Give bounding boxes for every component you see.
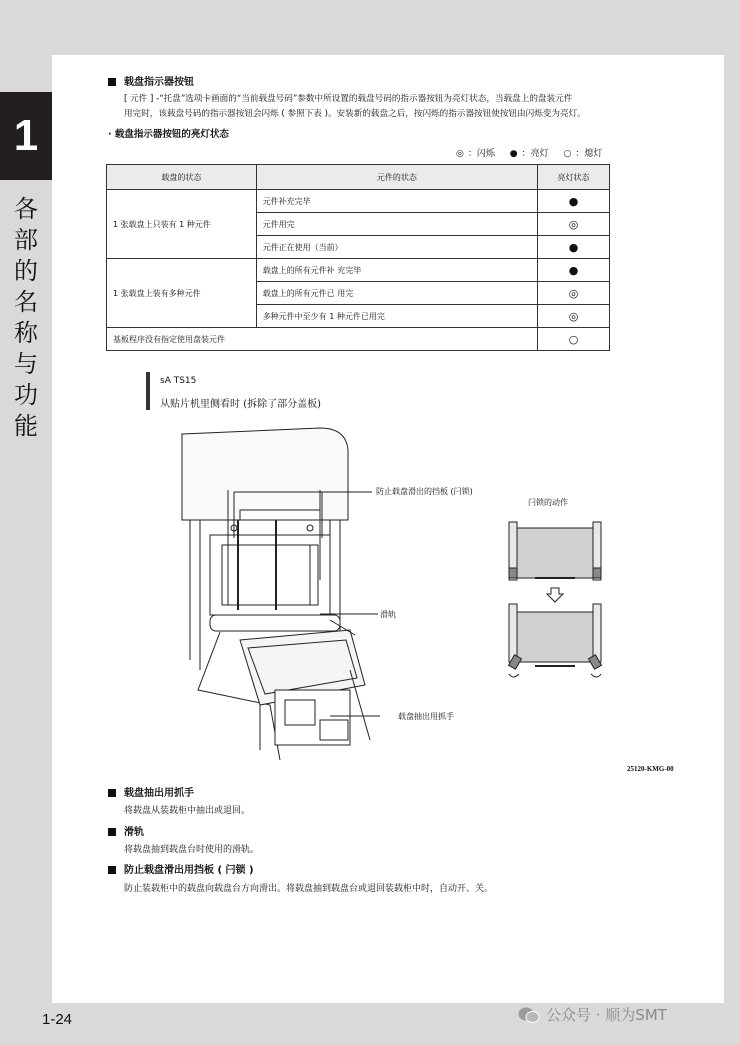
part-state-cell: 元件正在使用（当前） [256,236,537,259]
part-state-cell: 载盘上的所有元件已 用完 [256,282,537,305]
figure-model: sA TS15 [160,376,197,386]
light-state-cell: ◎ [538,282,610,305]
part-heading-latch: 防止载盘滑出用挡板 ( 闩锁 ) [108,861,254,876]
part-desc-latch: 防止装载柜中的载盘向载盘台方向滑出。将载盘抽到载盘台或退回装载柜中时，自动开、关。 [124,884,494,894]
latch-action-diagram [505,512,605,682]
section-body: [ 元件 ] -“托盘”选项卡画面的“当前载盘号码”参数中所设置的载盘号码的指示器按钮为亮灯状态，当载盘上的盘装元件 用完时，该载盘号码的指示器按钮会闪烁 ( 参照下表 )。安装新的载盘之后，按闪烁的指示器按钮使按钮由闪烁变为亮灯。 [124,94,586,119]
table-header: 元件的状态 [256,165,537,190]
part-state-cell: 元件用完 [256,213,537,236]
part-heading-rail: 滑轨 [108,823,144,838]
light-state-cell: ○ [538,328,610,351]
light-state-cell: ● [538,190,610,213]
indicator-status-table [106,164,610,351]
light-state-cell: ◎ [538,305,610,328]
section-subheading: · 载盘指示器按钮的亮灯状态 [108,129,229,140]
chapter-title: 各部的名称与功能 [14,195,38,440]
table-header-row [107,165,610,190]
table-row [107,259,610,282]
callout-stopper: 防止载盘滑出的挡板 (闩锁) [376,487,473,496]
part-desc-handle: 将载盘从装载柜中抽出或退回。 [124,806,251,816]
part-desc-rail: 将载盘抽到载盘台时使用的滑轨。 [124,845,260,855]
table-row [107,328,610,351]
table-row [107,190,610,213]
part-heading-handle: 载盘抽出用抓手 [108,784,194,799]
tray-state-cell: 1 张载盘上只装有 1 种元件 [107,190,257,259]
caption-bar [146,372,150,410]
light-state-cell: ● [538,259,610,282]
page-frame-top [0,0,740,55]
callout-lines [210,478,380,723]
page-number: 1-24 [42,1011,73,1028]
callout-handle: 载盘抽出用抓手 [398,712,454,721]
section-heading-indicator: 载盘指示器按钮 [108,73,194,88]
program-state-cell: 基板程序没有指定使用盘装元件 [107,328,538,351]
chapter-number: 1 [0,92,52,180]
figure-code: 25120-KMG-00 [627,765,674,773]
part-state-cell: 载盘上的所有元件补 充完毕 [256,259,537,282]
watermark [518,1004,667,1025]
part-state-cell: 元件补充完毕 [256,190,537,213]
table-header: 亮灯状态 [538,165,610,190]
tray-state-cell: 1 张载盘上装有多种元件 [107,259,257,328]
wechat-icon [518,1006,540,1024]
watermark-text: 公众号 · 顺为SMT [546,1006,667,1024]
part-state-cell: 多种元件中至少有 1 种元件已用完 [256,305,537,328]
light-state-cell: ● [538,236,610,259]
latch-title: 闩锁的动作 [528,498,568,507]
figure-view-caption: 从贴片机里侧看时 (拆除了部分盖板) [160,399,321,410]
light-state-cell: ◎ [538,213,610,236]
table-header: 载盘的状态 [107,165,257,190]
page-frame-right [724,0,740,1045]
legend: ◎ ：闪烁 ● ：亮灯 ○ ：熄灯 [456,149,603,159]
callout-rail: 滑轨 [380,610,396,619]
